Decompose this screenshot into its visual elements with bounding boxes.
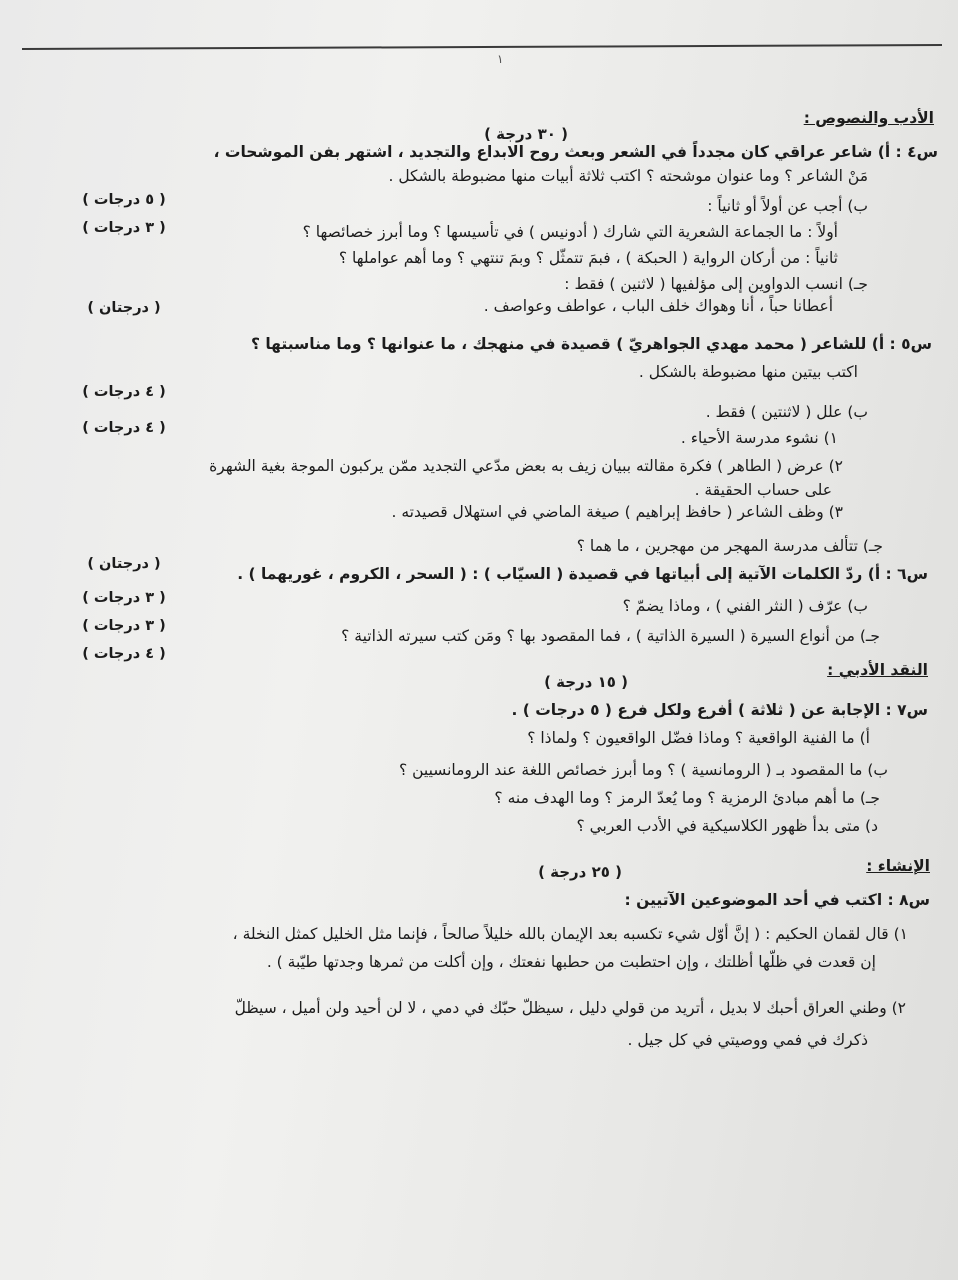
q6-mark-3: ( ٣ درجات ) <box>82 618 166 634</box>
q7-b: ب) ما المقصود بـ ( الرومانسية ) ؟ وما أبرز خصائص اللغة عند الرومانسيين ؟ <box>398 761 888 779</box>
q7-c: جـ) ما أهم مبادئ الرمزية ؟ وما يُعدّ الرمز ؟ وما الهدف منه ؟ <box>494 789 880 807</box>
q5-b-3: ٣) وظف الشاعر ( حافظ إبراهيم ) صيغة الماضي في استهلال قصيدته . <box>391 503 843 521</box>
top-rule <box>22 44 942 50</box>
q6-b: ب) عرّف ( النثر الفني ) ، وماذا يضمّ ؟ <box>622 597 868 615</box>
q8-topic-2-a: ٢) وطني العراق أحبك لا بديل ، أتريد من قولي دليل ، سيظلّ حبّك في دمي ، لا لن أحيد ولن أميل ، سيظلّ <box>234 999 906 1017</box>
q5-mark-b: ( ٤ درجات ) <box>82 420 166 436</box>
q5-mark-a: ( ٤ درجات ) <box>82 384 166 400</box>
q7-a: أ) ما الفنية الواقعية ؟ وماذا فضّل الواقعيون ؟ ولماذا ؟ <box>527 729 870 747</box>
composition-grade: ( ٢٥ درجة ) <box>538 863 622 881</box>
q5-b-1: ١) نشوء مدرسة الأحياء . <box>680 429 838 447</box>
q4-b: ب) أجب عن أولاً أو ثانياً : <box>707 197 868 215</box>
q4-line-1: س٤ : أ) شاعر عراقي كان مجدداً في الشعر وبعث روح الابداع والتجديد ، اشتهر بفن الموشحات ، <box>213 143 938 161</box>
q5-b-2-cont: على حساب الحقيقة . <box>694 481 832 499</box>
page-mark: ١ <box>497 52 504 66</box>
q8-topic-1-a: ١) قال لقمان الحكيم : ( إنَّ أوّل شيء تكسبه بعد الإيمان بالله خليلاً صالحاً ، فإنما مثل الخليل كمثل النخلة ، <box>232 925 908 943</box>
section-literature-heading: الأدب والنصوص : <box>803 109 934 127</box>
q6-mark-2: ( ٣ درجات ) <box>82 590 166 606</box>
q4-b-first: أولاً : ما الجماعة الشعرية التي شارك ( أدونيس ) في تأسيسها ؟ وما أبرز خصائصها ؟ <box>302 223 838 241</box>
criticism-grade: ( ١٥ درجة ) <box>544 673 628 691</box>
q5-c: جـ) تتألف مدرسة المهجر من مهجرين ، ما هما ؟ <box>576 537 883 555</box>
q4-mark-c: ( درجتان ) <box>87 300 161 316</box>
q4-mark-a: ( ٥ درجات ) <box>82 192 166 208</box>
q5-b-2: ٢) عرض ( الطاهر ) فكرة مقالته ببيان زيف به بعض مدّعي التجديد ممّن يركبون الموجة بغية الشهرة <box>209 457 843 475</box>
q7-d: د) متى بدأ ظهور الكلاسيكية في الأدب العربي ؟ <box>576 817 878 835</box>
q6-mark-4: ( ٤ درجات ) <box>82 646 166 662</box>
q6-c: جـ) من أنواع السيرة ( السيرة الذاتية ) ، فما المقصود بها ؟ ومَن كتب سيرته الذاتية ؟ <box>341 627 880 645</box>
q4-c-list: أعطانا حباً ، أنا وهواك خلف الباب ، عواطف وعواصف . <box>483 297 833 315</box>
section-criticism-heading: النقد الأدبي : <box>827 661 928 679</box>
q4-c: جـ) انسب الدواوين إلى مؤلفيها ( لاثنين ) فقط : <box>564 275 868 293</box>
q4-b-second: ثانياً : من أركان الرواية ( الحبكة ) ، فبمَ تتمثّل ؟ وبمَ تنتهي ؟ وما أهم عواملها ؟ <box>338 249 838 267</box>
q6-a: س٦ : أ) ردّ الكلمات الآتية إلى أبياتها في قصيدة ( السيّاب ) : ( السحر ، الكروم ، غوريهما ) . <box>237 565 928 583</box>
q6-mark-1: ( درجتان ) <box>87 556 161 572</box>
q5-line-2: اكتب بيتين منها مضبوطة بالشكل . <box>638 363 858 381</box>
q4-line-2: مَنْ الشاعر ؟ وما عنوان موشحته ؟ اكتب ثلاثة أبيات منها مضبوطة بالشكل . <box>388 167 868 185</box>
q8-line-1: س٨ : اكتب في أحد الموضوعين الآتيين : <box>624 891 930 909</box>
section-composition-heading: الإنشاء : <box>866 857 930 875</box>
q7-line-1: س٧ : الإجابة عن ( ثلاثة ) أفرع ولكل فرع ( ٥ درجات ) . <box>511 701 928 719</box>
q8-topic-1-b: إن قعدت في ظلّها أظلتك ، وإن احتطبت من حطبها نفعتك ، وإن أكلت من ثمرها وجدتها طيّبة ) . <box>266 953 876 971</box>
q8-topic-2-b: ذكرك في فمي ووصيتي في كل جيل . <box>627 1031 868 1049</box>
q5-b: ب) علل ( لاثنتين ) فقط . <box>705 403 868 421</box>
q4-mark-b: ( ٣ درجات ) <box>82 220 166 236</box>
q5-line-1: س٥ : أ) للشاعر ( محمد مهدي الجواهريّ ) قصيدة في منهجك ، ما عنوانها ؟ وما مناسبتها ؟ <box>250 335 932 353</box>
literature-grade: ( ٣٠ درجة ) <box>484 125 568 143</box>
